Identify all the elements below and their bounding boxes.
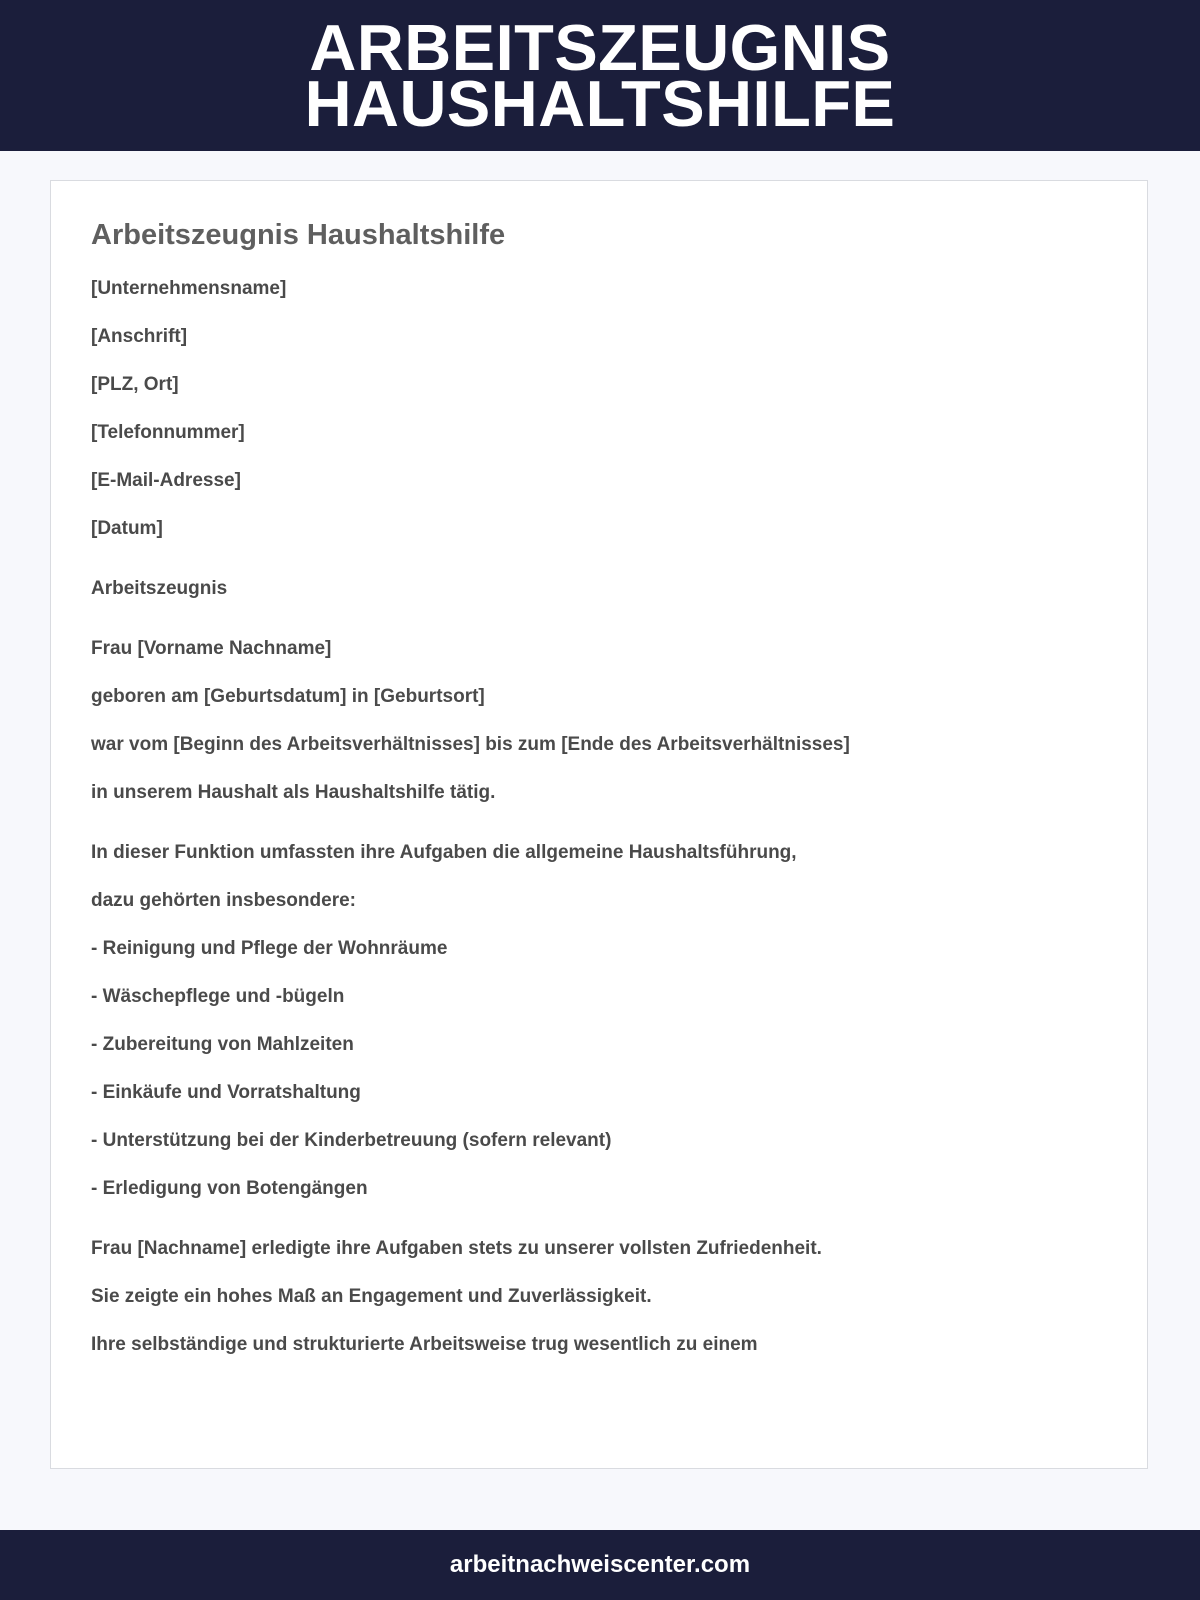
duty-list-item: - Zubereitung von Mahlzeiten: [91, 1034, 354, 1055]
evaluation-line: Ihre selbständige und strukturierte Arbeitsweise trug wesentlich zu einem: [91, 1334, 758, 1355]
duties-lead-line: dazu gehörten insbesondere:: [91, 890, 356, 911]
duty-list-item: - Unterstützung bei der Kinderbetreuung (sofern relevant): [91, 1130, 612, 1151]
date-placeholder: [Datum]: [91, 518, 163, 539]
document-title: Arbeitszeugnis Haushaltshilfe: [91, 219, 506, 251]
duty-list-item: - Einkäufe und Vorratshaltung: [91, 1082, 361, 1103]
evaluation-line: Sie zeigte ein hohes Maß an Engagement und Zuverlässigkeit.: [91, 1286, 652, 1307]
evaluation-line: Frau [Nachname] erledigte ihre Aufgaben stets zu unserer vollsten Zufriedenheit.: [91, 1238, 822, 1259]
document-card: [50, 180, 1148, 1469]
birth-line: geboren am [Geburtsdatum] in [Geburtsort]: [91, 686, 485, 707]
duty-list-item: - Wäschepflege und -bügeln: [91, 986, 345, 1007]
employment-period-line: war vom [Beginn des Arbeitsverhältnisses] bis zum [Ende des Arbeitsverhältnisses]: [91, 734, 850, 755]
phone-placeholder: [Telefonnummer]: [91, 422, 245, 443]
company-name-placeholder: [Unternehmensname]: [91, 278, 287, 299]
duties-intro-line: In dieser Funktion umfassten ihre Aufgaben die allgemeine Haushaltsführung,: [91, 842, 797, 863]
page-footer: [0, 1530, 1200, 1600]
position-line: in unserem Haushalt als Haushaltshilfe tätig.: [91, 782, 496, 803]
email-placeholder: [E-Mail-Adresse]: [91, 470, 241, 491]
header-title-line-2: HAUSHALTSHILFE: [304, 66, 896, 140]
reference-heading: Arbeitszeugnis: [91, 578, 228, 599]
page-header: [0, 0, 1200, 151]
duty-list-item: - Reinigung und Pflege der Wohnräume: [91, 938, 448, 959]
postal-city-placeholder: [PLZ, Ort]: [91, 374, 179, 395]
header-title-line-1: ARBEITSZEUGNIS: [309, 10, 891, 84]
employee-name-line: Frau [Vorname Nachname]: [91, 638, 332, 659]
footer-site-name: arbeitnachweiscenter.com: [449, 1551, 751, 1578]
duty-list-item: - Erledigung von Botengängen: [91, 1178, 368, 1199]
address-placeholder: [Anschrift]: [91, 326, 188, 347]
